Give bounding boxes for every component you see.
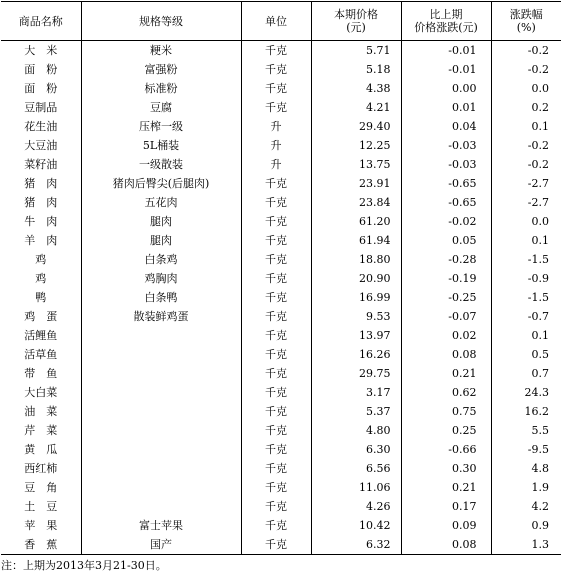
cell-spec: 白条鸭 — [81, 288, 241, 307]
cell-unit: 千克 — [241, 326, 311, 345]
cell-name: 大白菜 — [24, 386, 58, 399]
cell-change: -0.07 — [401, 307, 491, 326]
cell-price: 23.91 — [311, 174, 401, 193]
cell-price: 29.75 — [311, 364, 401, 383]
table-row — [1, 79, 561, 98]
footnote: 注：上期为2013年3月21-30日。 — [1, 559, 167, 572]
cell-price: 29.40 — [311, 117, 401, 136]
cell-spec — [81, 497, 241, 516]
cell-change: 0.02 — [401, 326, 491, 345]
cell-name: 菜籽油 — [24, 158, 58, 171]
cell-unit: 千克 — [241, 383, 311, 402]
table-row — [1, 535, 561, 555]
cell-price: 6.30 — [311, 440, 401, 459]
cell-unit: 升 — [241, 155, 311, 174]
cell-unit: 千克 — [241, 478, 311, 497]
cell-spec — [81, 383, 241, 402]
header-pct-line1: 涨跌幅 — [509, 8, 543, 21]
table-row — [1, 155, 561, 174]
cell-name: 花生油 — [24, 120, 58, 133]
cell-pct: -0.2 — [491, 136, 561, 155]
cell-unit: 千克 — [241, 516, 311, 535]
cell-name: 大豆油 — [24, 139, 58, 152]
table-row — [1, 364, 561, 383]
cell-price: 18.80 — [311, 250, 401, 269]
header-price — [311, 2, 401, 41]
cell-name: 土 豆 — [24, 500, 58, 513]
cell-price: 61.20 — [311, 212, 401, 231]
cell-price: 5.37 — [311, 402, 401, 421]
header-change-line1: 比上期 — [429, 8, 463, 21]
table-row — [1, 497, 561, 516]
cell-unit: 千克 — [241, 41, 311, 61]
cell-pct: 4.2 — [491, 497, 561, 516]
cell-change: -0.65 — [401, 193, 491, 212]
cell-spec: 压榨一级 — [81, 117, 241, 136]
cell-spec: 一级散装 — [81, 155, 241, 174]
table-row — [1, 326, 561, 345]
cell-name: 黄 瓜 — [24, 443, 58, 456]
table-row — [1, 117, 561, 136]
cell-spec: 猪肉后臀尖(后腿肉) — [81, 174, 241, 193]
cell-price: 61.94 — [311, 231, 401, 250]
table-row — [1, 402, 561, 421]
cell-price: 6.56 — [311, 459, 401, 478]
cell-price: 4.80 — [311, 421, 401, 440]
cell-pct: -0.9 — [491, 269, 561, 288]
table-body — [1, 41, 561, 555]
cell-change: 0.09 — [401, 516, 491, 535]
cell-name: 面 粉 — [24, 82, 58, 95]
cell-pct: 0.2 — [491, 98, 561, 117]
cell-unit: 千克 — [241, 269, 311, 288]
cell-spec: 鸡胸肉 — [81, 269, 241, 288]
cell-name: 活草鱼 — [24, 348, 58, 361]
cell-spec — [81, 421, 241, 440]
cell-unit: 千克 — [241, 174, 311, 193]
cell-pct: 16.2 — [491, 402, 561, 421]
cell-change: -0.25 — [401, 288, 491, 307]
cell-pct: 4.8 — [491, 459, 561, 478]
cell-unit: 千克 — [241, 497, 311, 516]
cell-name: 香 蕉 — [1, 535, 81, 555]
table-row — [1, 383, 561, 402]
cell-unit: 千克 — [241, 231, 311, 250]
cell-name: 大 米 — [24, 44, 58, 57]
table-row — [1, 98, 561, 117]
cell-unit: 千克 — [241, 60, 311, 79]
cell-pct: -0.7 — [491, 307, 561, 326]
cell-spec: 粳米 — [81, 41, 241, 61]
cell-price: 11.06 — [311, 478, 401, 497]
cell-name: 西红柿 — [24, 462, 58, 475]
cell-change: -0.01 — [401, 41, 491, 61]
price-table — [1, 1, 561, 555]
cell-price: 4.26 — [311, 497, 401, 516]
cell-change: 0.30 — [401, 459, 491, 478]
table-row — [1, 41, 561, 61]
cell-unit: 千克 — [241, 98, 311, 117]
cell-pct: -2.7 — [491, 193, 561, 212]
table-row — [1, 231, 561, 250]
cell-change: -0.03 — [401, 155, 491, 174]
cell-change: 0.08 — [401, 535, 491, 555]
table-row — [1, 250, 561, 269]
cell-price: 4.21 — [311, 98, 401, 117]
cell-spec: 腿肉 — [81, 212, 241, 231]
cell-spec: 豆腐 — [81, 98, 241, 117]
cell-name: 苹 果 — [24, 519, 58, 532]
cell-price: 5.18 — [311, 60, 401, 79]
table-row — [1, 174, 561, 193]
cell-name: 豆 角 — [24, 481, 58, 494]
cell-spec: 富士苹果 — [81, 516, 241, 535]
cell-name: 牛 肉 — [24, 215, 58, 228]
cell-pct: 0.1 — [491, 326, 561, 345]
cell-name: 猪 肉 — [24, 177, 58, 190]
cell-pct: 0.9 — [491, 516, 561, 535]
table-row — [1, 440, 561, 459]
cell-pct: 0.7 — [491, 364, 561, 383]
cell-change: 0.08 — [401, 345, 491, 364]
cell-unit: 千克 — [241, 364, 311, 383]
cell-change: 0.00 — [401, 79, 491, 98]
cell-unit: 千克 — [241, 250, 311, 269]
cell-pct: 5.5 — [491, 421, 561, 440]
cell-change: 0.04 — [401, 117, 491, 136]
cell-spec — [81, 345, 241, 364]
cell-unit: 千克 — [241, 440, 311, 459]
cell-pct: -0.2 — [491, 155, 561, 174]
cell-pct: -0.2 — [491, 41, 561, 61]
cell-price: 12.25 — [311, 136, 401, 155]
cell-pct: 1.9 — [491, 478, 561, 497]
cell-change: 0.62 — [401, 383, 491, 402]
cell-change: -0.65 — [401, 174, 491, 193]
cell-spec — [81, 364, 241, 383]
table-row — [1, 307, 561, 326]
table-row — [1, 459, 561, 478]
cell-price: 20.90 — [311, 269, 401, 288]
cell-pct: 0.1 — [491, 117, 561, 136]
cell-spec: 5L桶装 — [81, 136, 241, 155]
table-row — [1, 212, 561, 231]
cell-price: 3.17 — [311, 383, 401, 402]
cell-change: -0.02 — [401, 212, 491, 231]
header-pct-line2: (%) — [516, 21, 536, 34]
cell-change: -0.66 — [401, 440, 491, 459]
cell-pct: 0.0 — [491, 212, 561, 231]
table-row — [1, 60, 561, 79]
cell-pct: 1.3 — [491, 535, 561, 555]
cell-price: 16.26 — [311, 345, 401, 364]
cell-name: 豆制品 — [24, 101, 58, 114]
cell-pct: 24.3 — [491, 383, 561, 402]
cell-unit: 千克 — [241, 193, 311, 212]
cell-price: 23.84 — [311, 193, 401, 212]
cell-unit: 升 — [241, 117, 311, 136]
cell-change: 0.05 — [401, 231, 491, 250]
cell-change: 0.75 — [401, 402, 491, 421]
cell-pct: -1.5 — [491, 288, 561, 307]
cell-spec: 五花肉 — [81, 193, 241, 212]
cell-unit: 千克 — [241, 307, 311, 326]
cell-spec — [81, 440, 241, 459]
cell-spec — [81, 402, 241, 421]
cell-price: 4.38 — [311, 79, 401, 98]
table-row — [1, 516, 561, 535]
cell-name: 芹 菜 — [24, 424, 58, 437]
cell-price: 16.99 — [311, 288, 401, 307]
cell-unit: 千克 — [241, 79, 311, 98]
cell-change: 0.25 — [401, 421, 491, 440]
header-price-line2: (元) — [346, 21, 366, 34]
cell-name: 猪 肉 — [24, 196, 58, 209]
cell-spec: 腿肉 — [81, 231, 241, 250]
cell-unit: 千克 — [241, 535, 311, 555]
cell-name: 鸡 蛋 — [24, 310, 58, 323]
cell-unit: 千克 — [241, 402, 311, 421]
cell-change: -0.19 — [401, 269, 491, 288]
cell-price: 9.53 — [311, 307, 401, 326]
table-row — [1, 136, 561, 155]
cell-name: 羊 肉 — [24, 234, 58, 247]
cell-unit: 升 — [241, 136, 311, 155]
cell-spec — [81, 326, 241, 345]
cell-change: -0.28 — [401, 250, 491, 269]
cell-pct: -2.7 — [491, 174, 561, 193]
cell-change: -0.01 — [401, 60, 491, 79]
header-name: 商品名称 — [1, 2, 81, 41]
cell-name: 油 菜 — [24, 405, 58, 418]
cell-spec: 白条鸡 — [81, 250, 241, 269]
cell-pct: -1.5 — [491, 250, 561, 269]
table-row — [1, 421, 561, 440]
header-unit: 单位 — [241, 2, 311, 41]
cell-spec — [81, 478, 241, 497]
table-row — [1, 478, 561, 497]
cell-name: 带 鱼 — [24, 367, 58, 380]
cell-unit: 千克 — [241, 459, 311, 478]
cell-spec — [81, 459, 241, 478]
cell-price: 6.32 — [311, 535, 401, 555]
cell-name: 鸡 — [35, 272, 47, 285]
cell-unit: 千克 — [241, 212, 311, 231]
cell-name: 鸭 — [35, 291, 47, 304]
cell-spec: 国产 — [81, 535, 241, 555]
cell-pct: 0.5 — [491, 345, 561, 364]
cell-change: 0.01 — [401, 98, 491, 117]
cell-unit: 千克 — [241, 421, 311, 440]
cell-unit: 千克 — [241, 345, 311, 364]
header-pct — [491, 2, 561, 41]
header-spec: 规格等级 — [81, 2, 241, 41]
table-row — [1, 345, 561, 364]
cell-change: 0.21 — [401, 478, 491, 497]
table-row — [1, 193, 561, 212]
cell-change: 0.17 — [401, 497, 491, 516]
cell-change: 0.21 — [401, 364, 491, 383]
header-price-line1: 本期价格 — [334, 8, 378, 21]
cell-name: 鸡 — [35, 253, 47, 266]
cell-unit: 千克 — [241, 288, 311, 307]
cell-change: -0.03 — [401, 136, 491, 155]
cell-pct: 0.1 — [491, 231, 561, 250]
header-change — [401, 2, 491, 41]
cell-spec: 富强粉 — [81, 60, 241, 79]
cell-pct: 0.0 — [491, 79, 561, 98]
cell-spec: 散装鲜鸡蛋 — [81, 307, 241, 326]
cell-pct: -9.5 — [491, 440, 561, 459]
cell-price: 10.42 — [311, 516, 401, 535]
header-change-line2: 价格涨跌(元) — [414, 21, 478, 34]
cell-price: 13.75 — [311, 155, 401, 174]
table-row — [1, 269, 561, 288]
table-row — [1, 288, 561, 307]
cell-name: 面 粉 — [24, 63, 58, 76]
table-header — [1, 2, 561, 41]
cell-spec: 标准粉 — [81, 79, 241, 98]
price-table-container — [1, 1, 561, 555]
cell-price: 5.71 — [311, 41, 401, 61]
cell-price: 13.97 — [311, 326, 401, 345]
cell-pct: -0.2 — [491, 60, 561, 79]
cell-name: 活鲤鱼 — [24, 329, 58, 342]
